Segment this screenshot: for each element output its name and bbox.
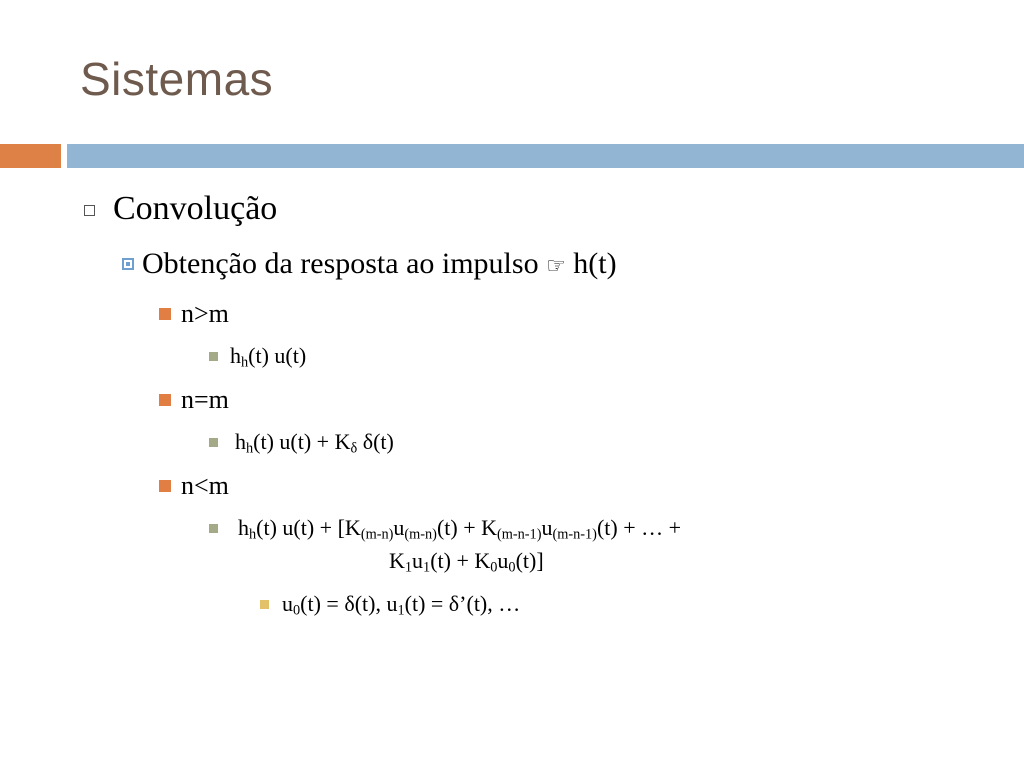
orange-square-bullet-icon [159, 394, 171, 406]
bullet-case-2 [159, 385, 229, 415]
orange-square-bullet-icon [159, 480, 171, 492]
bullet-case-3 [159, 471, 229, 501]
bullet-l1 [84, 190, 277, 228]
bullet-case-1 [159, 299, 229, 329]
case-2-text: n=m [181, 385, 229, 414]
accent-bar-blue [67, 144, 1024, 168]
case-3-text: n<m [181, 471, 229, 500]
bullet-case-3-formula [209, 515, 681, 541]
bullet-l2-text: Obtenção da resposta ao impulso [142, 247, 539, 280]
bullet-case-2-formula [209, 429, 394, 455]
case-1-text: n>m [181, 299, 229, 328]
formula-2: $h_h(t) u(t) + K_\delta$ δ(t) [235, 429, 394, 457]
green-square-bullet-icon [209, 438, 218, 447]
u-definitions-text: $u_0(t) = \delta(t)$, $u_1(t)$ = δ’(t), … [282, 591, 521, 619]
formula-3-line-1: $h_h(t) u(t) + [K_{(m-n)}u_{(m-n)}(t) + K_{(m-n-1)}u_{(m-n-1)}(t)$ + … + [238, 515, 682, 543]
bullet-case-1-formula [209, 343, 306, 369]
pointing-hand-icon: ☞ [546, 254, 566, 279]
bullet-u-definitions [260, 591, 520, 617]
accent-bar-orange [0, 144, 61, 168]
formula-3-line-2: $K_1u_1(t) + K_0u_0(t)$] [389, 548, 544, 576]
bullet-l1-text: Convolução [113, 190, 278, 227]
green-square-bullet-icon [209, 352, 218, 361]
yellow-square-bullet-icon [260, 600, 269, 609]
formula-1: $h_h(t)$ u(t) [230, 343, 307, 371]
bullet-l2 [122, 247, 617, 281]
green-square-bullet-icon [209, 524, 218, 533]
blue-square-bullet-icon [122, 258, 134, 270]
slide-title: Sistemas [80, 53, 274, 105]
orange-square-bullet-icon [159, 308, 171, 320]
hollow-square-bullet-icon [84, 205, 95, 216]
bullet-l2-tail: h(t) [573, 247, 617, 280]
